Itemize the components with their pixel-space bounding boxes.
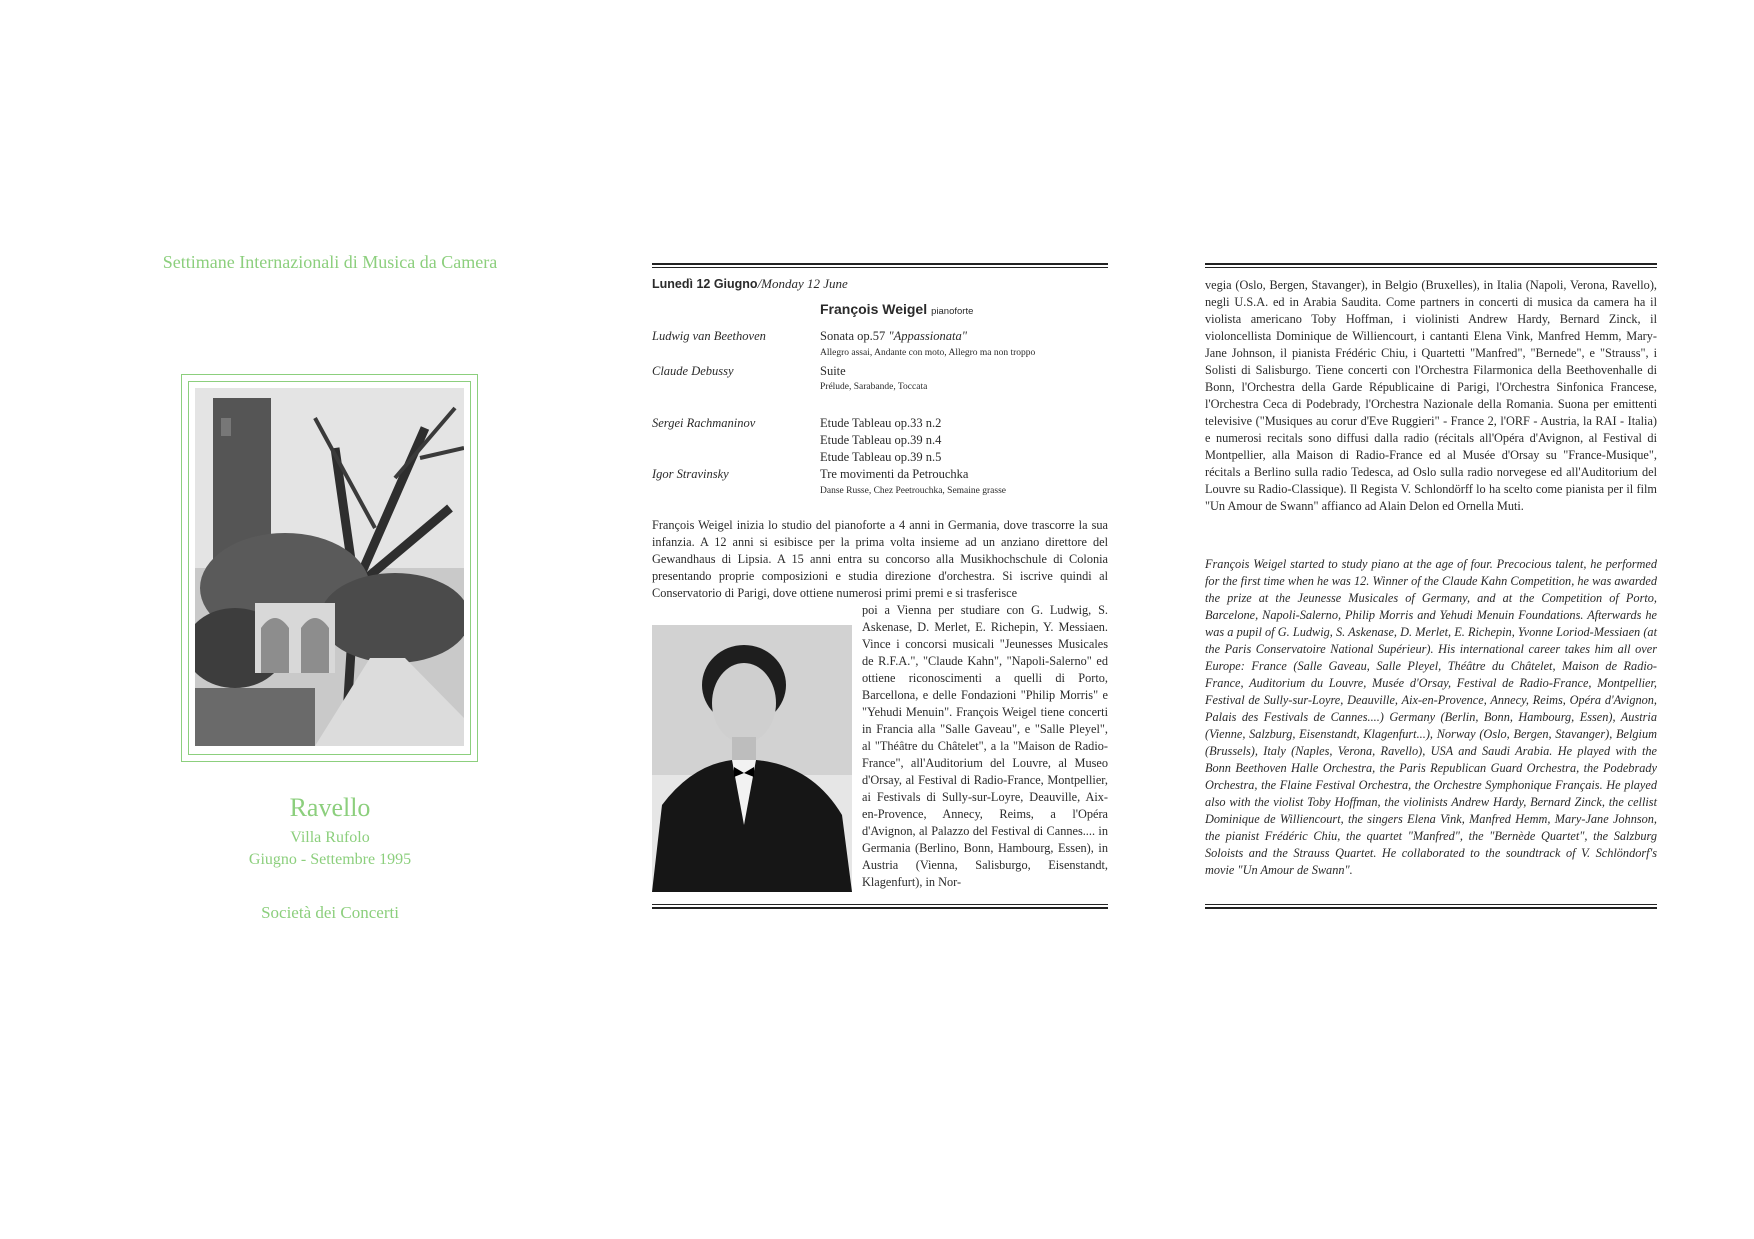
top-rule-thin xyxy=(652,267,1108,268)
program-composer: Ludwig van Beethoven xyxy=(652,329,766,343)
right-bottom-rule-thick xyxy=(1205,907,1657,909)
performer-name: François Weigel xyxy=(820,301,928,317)
right-top-rule-thick xyxy=(1205,263,1657,265)
program-work: Etude Tableau op.39 n.5 xyxy=(820,450,942,464)
program-composer: Sergei Rachmaninov xyxy=(652,416,756,430)
program-composer: Igor Stravinsky xyxy=(652,467,729,481)
program-movements: Prélude, Sarabande, Toccata xyxy=(820,382,928,392)
cover-organizer: Società dei Concerti xyxy=(261,903,399,922)
cover-dates: Giugno - Settembre 1995 xyxy=(248,851,412,868)
performer-instrument: pianoforte xyxy=(931,306,974,317)
program-composer: Claude Debussy xyxy=(652,364,734,378)
bottom-rule-thick xyxy=(652,907,1108,909)
cover-photo xyxy=(195,388,464,746)
biography-it-continued: poi a Vienna per studiare con G. Ludwig, S. Askenase, D. Merlet, E. Richepin, Y. Messiaen. Vince i concorsi musicali "Jeunesses Musicales de R.F.A.", "Claude Kahn", "Napoli-Salerno" ed ottiene riconoscimenti a quelli di Porto, Barcellona, e delle Fondazioni "Philip Morris" e "Yehudi Menuin". François Weigel tiene concerti in Francia alla "Salle Gaveau", e "Salle Pleyel", al "Théâtre du Châtelet", a la "Maison de Radio-France", all'Auditorium del Louvre, al Museo d'Orsay, al Festival di Radio-France, Montpellier, ai Festivals di Sully-sur-Loyre, Deauville, Aix-en-Provence, Annecy, Reims, a l'Opéra d'Avignon, al Palazzo del Festival di Cannes.... in Germania (Berlino, Bonn, Hambourg, Essen), in Austria (Vienna, Salisburgo, Eisenstandt, Klagenfurt), in Nor- xyxy=(862,603,1108,889)
garden-villa-photo xyxy=(195,388,464,746)
program-work: Etude Tableau op.33 n.2 xyxy=(820,416,942,430)
program-work: Etude Tableau op.39 n.4 xyxy=(820,433,942,447)
pianist-portrait xyxy=(652,625,852,892)
program-work: Sonata op.57 "Appassionata" xyxy=(820,329,967,343)
cover-series-title: Settimane Internazionali di Musica da Camera xyxy=(162,252,498,272)
cover-place: Ravello xyxy=(289,793,371,822)
program-work: Suite xyxy=(820,364,846,378)
top-rule-thick xyxy=(652,263,1108,265)
biography-it-intro: François Weigel inizia lo studio del pianoforte a 4 anni in Germania, dove trascorre la sua infanzia. A 12 anni si esibisce per la prima volta insieme ad un anziano direttore del Gewandhaus di Lipsia. A 15 anni entra su concorso alla Musikhochschule di Colonia presentando proprie composizioni e studia direzione d'orchestra. Si iscrive quindi al Conservatorio di Parigi, dove ottiene numerosi primi premi e si trasferisce xyxy=(652,518,1108,600)
program-movements: Danse Russe, Chez Peetrouchka, Semaine grasse xyxy=(820,486,1006,496)
biography-it-end: vegia (Oslo, Bergen, Stavanger), in Belgio (Bruxelles), in Italia (Napoli, Verona, Ravello), negli U.S.A. ed in Arabia Saudita. Come partners in concerti di musica da camera ha il violista americano Toby Hoffman, i violinisti Andrew Hardy, Bernard Zinck, il violoncellista Dominique de Williencourt, i cantanti Elena Vink, Manfred Hemm, Mary-Jane Johnson, il pianista Frédéric Chiu, i Quartetti "Manfred", "Bernede", e "Strauss", i Solisti di Salisburgo. Tiene concerti con l'Orchestra Filarmonica della Beethovenhalle di Bonn, l'Orchestra della Garde Républicaine di Parigi, l'Orchestra Sinfonica Francese, l'Orchestra Ceca di Podebrady, l'Orchestra Nazionale della Romania. Suona per emittenti televisive ("Musiques au corur d'Eve Ruggieri" - France 2, l'ORF - Austria, la RAI - Italia) e numerosi recitals sono diffusi dalla radio (récitals all'Opéra d'Avignon, al Festival di Montpellier, alla Maison di Radio-France ed al Musée d'Orsay su "France-Musique", récitals a Berlino sulla radio Tedesca, ad Oslo sulla radio norvegese ed all'Auditorium del Louvre su Radio-Classique). Il Regista V. Schlondörff lo ha scelto come pianista per il film "Un Amour de Swann" affianco ad Alain Delon ed Ornella Muti. xyxy=(1205,278,1657,513)
bottom-rule-thin xyxy=(652,904,1108,905)
pianist-portrait-photo xyxy=(652,625,852,892)
concert-date-en: /Monday 12 June xyxy=(757,276,848,291)
concert-date xyxy=(652,276,848,292)
program-movements: Allegro assai, Andante con moto, Allegro ma non troppo xyxy=(820,348,1036,358)
cover-venue: Villa Rufolo xyxy=(290,829,370,846)
right-bottom-rule-thin xyxy=(1205,904,1657,905)
biography-en: François Weigel started to study piano at the age of four. Precocious talent, he performed for the first time when he was 12. Winner of the Claude Kahn Competition, he was awarded the prize at the Jeunesse Musicales of Germany, and at the Competition of Porto, Barcelone, Napoli-Salerno, Philip Morris and Yehudi Menuin Foundations. Afterwards he was a pupil of G. Ludwig, S. Askenase, D. Merlet, E. Richepin, Yvonne Loriod-Messiaen (at the Paris Conservatoire National Supérieur). His international career takes him all over Europe: France (Salle Gaveau, Salle Pleyel, Théâtre du Châtelet, Maison de Radio-France, Auditorium du Louvre, Musée d'Orsay, Festival de Radio-France, Montpellier, Festival de Sully-sur-Loyre, Deauville, Aix-en-Provence, Annecy, Reims, Opéra d'Avignon, Palais des Festivals de Cannes....) Germany (Berlin, Bonn, Hambourg, Essen), Austria (Vienne, Salzburg, Eisenstandt, Klagenfurt...), Norway (Oslo, Bergen, Stavanger), Belgium (Brussels), Italy (Naples, Verona, Ravello), USA and Saudi Arabia. He played with the Bonn Beethoven Halle Orchestra, the Paris Republican Guard Orchestra, the Podebrady Orchestra, the Flaine Festival Orchestra, the Orchestre Symphonique Français. He played also with the violist Toby Hoffman, the violinists Andrew Hardy, Bernard Zinck, the cellist Dominique de Williencourt, the singers Elena Vink, Manfred Hemm, Mary-Jane Johnson, the pianist Frédéric Chiu, the quartet "Manfred", the "Bernède Quartet", the Salzburg Soloists and the Strauss Quartet. He collaborated to the soundtrack of V. Schlöndorf's movie "Un Amour de Swann". xyxy=(1205,557,1657,877)
performer xyxy=(820,301,973,319)
right-top-rule-thin xyxy=(1205,267,1657,268)
cover-photo-frame xyxy=(181,374,478,762)
program-work: Tre movimenti da Petrouchka xyxy=(820,467,969,481)
concert-date-it: Lunedì 12 Giugno xyxy=(652,277,758,291)
